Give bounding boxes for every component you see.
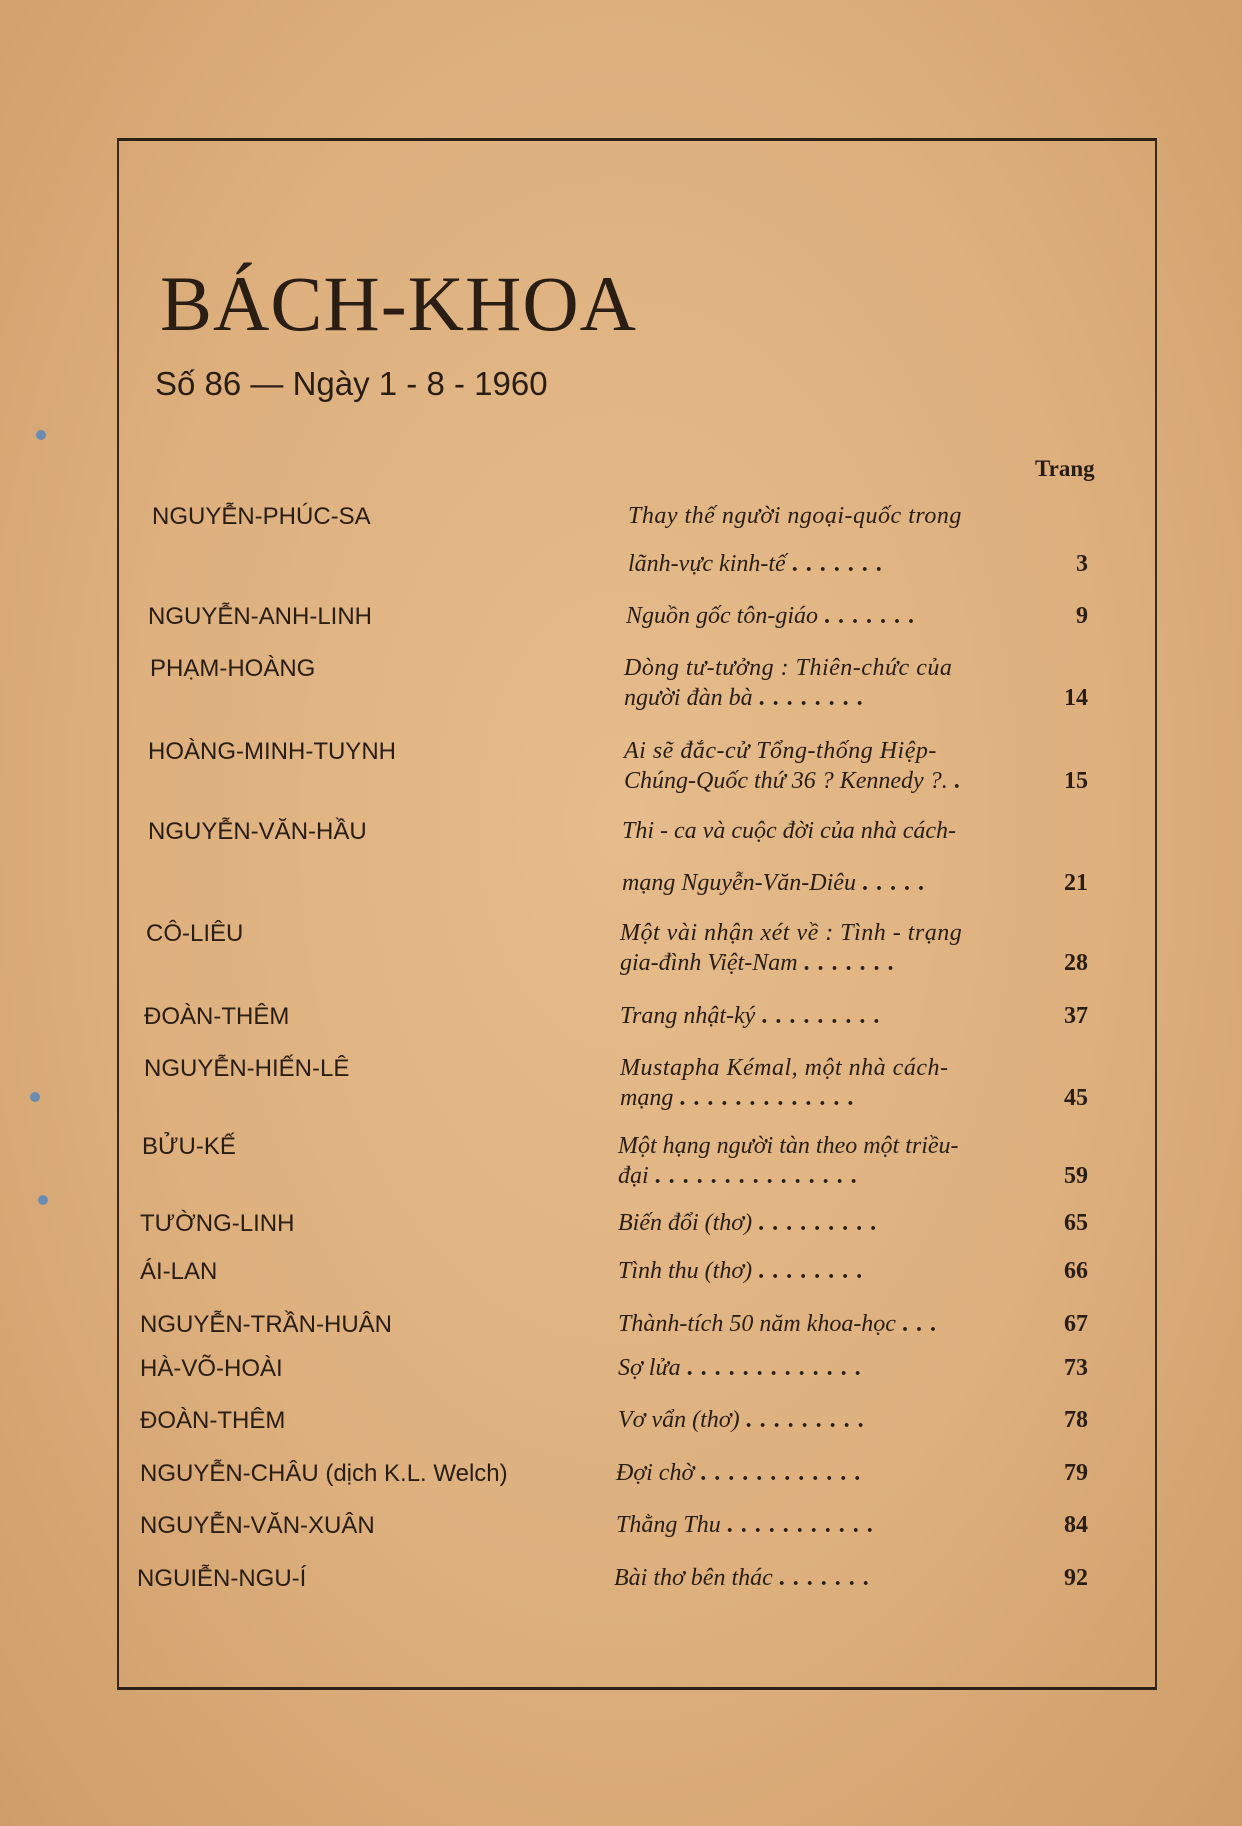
toc-article-title: lãnh-vực kinh-tế xyxy=(628,551,786,577)
toc-leader-dots: ..... xyxy=(861,870,932,896)
toc-page-number: 15 xyxy=(1064,768,1088,794)
toc-article[interactable] xyxy=(624,655,1088,719)
page-column-header: Trang xyxy=(1035,456,1095,481)
toc-leader-dots: ........... xyxy=(726,1512,881,1538)
toc-article-title: Đợi chờ xyxy=(616,1460,695,1486)
toc-article-title: Chúng-Quốc thứ 36 ? Kennedy ?. xyxy=(624,768,948,794)
toc-page-number: 67 xyxy=(1064,1311,1088,1337)
toc-page-number: 79 xyxy=(1064,1460,1088,1486)
issue-line: Số 86 — Ngày 1 - 8 - 1960 xyxy=(155,365,548,402)
toc-article-title: Thay thế người ngoại-quốc trong xyxy=(628,503,962,529)
toc-leader-dots: ....... xyxy=(824,603,922,629)
toc-article[interactable] xyxy=(616,1512,1088,1546)
toc-page-number: 3 xyxy=(1076,551,1088,577)
toc-article[interactable] xyxy=(618,1133,1088,1197)
toc-leader-dots: ......... xyxy=(761,1003,888,1029)
toc-article[interactable] xyxy=(620,920,1088,984)
toc-article-title: Dòng tư-tưởng : Thiên-chức của xyxy=(624,655,953,681)
toc-page-number: 21 xyxy=(1064,870,1088,896)
toc-author: HOÀNG-MINH-TUYNH xyxy=(148,738,396,765)
toc-article-title: Trang nhật-ký xyxy=(620,1003,756,1029)
toc-article[interactable] xyxy=(618,1210,1088,1244)
toc-article-title: gia-đình Việt-Nam xyxy=(620,950,798,976)
toc-article-title: Ai sẽ đắc-cử Tổng-thống Hiệp- xyxy=(624,738,937,764)
toc-leader-dots: ............. xyxy=(686,1355,869,1381)
toc-author: TƯỜNG-LINH xyxy=(140,1210,295,1237)
toc-author: BỬU-KẾ xyxy=(142,1133,236,1160)
toc-article-title: mạng xyxy=(620,1085,674,1111)
toc-author: NGUIỄN-NGU-Í xyxy=(137,1565,307,1592)
toc-page-number: 28 xyxy=(1064,950,1088,976)
toc-leader-dots: ......... xyxy=(745,1407,872,1433)
toc-author: ĐOÀN-THÊM xyxy=(144,1003,290,1030)
toc-author: NGUYỄN-TRẦN-HUÂN xyxy=(140,1311,392,1338)
toc-article-title: Một hạng người tàn theo một triều- xyxy=(618,1133,959,1159)
toc-author: NGUYỄN-ANH-LINH xyxy=(148,603,373,630)
toc-article-title: Bài thơ bên thác xyxy=(614,1565,773,1591)
toc-article[interactable] xyxy=(616,1460,1088,1494)
toc-article-title: người đàn bà xyxy=(624,685,753,711)
toc-page-number: 78 xyxy=(1064,1407,1088,1433)
toc-leader-dots: ........ xyxy=(758,685,871,711)
toc-article[interactable] xyxy=(626,603,1088,637)
toc-author: PHẠM-HOÀNG xyxy=(150,655,316,682)
toc-article-title: Thành-tích 50 năm khoa-học xyxy=(618,1311,896,1337)
toc-article[interactable] xyxy=(620,1003,1088,1037)
toc-article-title: Nguồn gốc tôn-giáo xyxy=(626,603,818,629)
toc-page-number: 92 xyxy=(1064,1565,1088,1591)
toc-article[interactable] xyxy=(622,818,1088,904)
toc-article[interactable] xyxy=(628,503,1088,585)
toc-author: NGUYỄN-HIẾN-LÊ xyxy=(144,1055,350,1082)
toc-article-title: Thi - ca và cuộc đời của nhà cách- xyxy=(622,818,957,844)
toc-leader-dots: ......... xyxy=(758,1210,885,1236)
toc-page-number: 14 xyxy=(1064,685,1088,711)
toc-author: ĐOÀN-THÊM xyxy=(140,1407,286,1434)
toc-leader-dots: ....... xyxy=(791,551,890,577)
toc-author: ÁI-LAN xyxy=(140,1258,218,1285)
toc-article-title: Thằng Thu xyxy=(616,1512,721,1538)
toc-author: HÀ-VÕ-HOÀI xyxy=(140,1355,283,1382)
toc-page-number: 73 xyxy=(1064,1355,1088,1381)
toc-author: NGUYỄN-VĂN-XUÂN xyxy=(140,1512,375,1539)
toc-article-title: Mustapha Kémal, một nhà cách- xyxy=(620,1055,949,1081)
toc-article[interactable] xyxy=(618,1311,1088,1345)
toc-article-title: Tình thu (thơ) xyxy=(618,1258,753,1284)
toc-page-number: 59 xyxy=(1064,1163,1088,1189)
toc-author: NGUYỄN-PHÚC-SA xyxy=(152,503,371,530)
toc-author: NGUYỄN-VĂN-HẦU xyxy=(148,818,367,845)
toc-article-title: Sợ lửa xyxy=(618,1355,681,1381)
toc-article-title: Vơ vẩn (thơ) xyxy=(618,1407,740,1433)
toc-article[interactable] xyxy=(618,1258,1088,1292)
toc-author: NGUYỄN-CHÂU (dịch K.L. Welch) xyxy=(140,1460,508,1487)
toc-page-number: 37 xyxy=(1064,1003,1088,1029)
magazine-title: BÁCH-KHOA xyxy=(160,260,637,347)
toc-page-number: 84 xyxy=(1064,1512,1088,1538)
toc-leader-dots: ....... xyxy=(778,1565,877,1591)
toc-page-number: 45 xyxy=(1064,1085,1088,1111)
toc-article-title: mạng Nguyễn-Văn-Diêu xyxy=(622,870,856,896)
toc-leader-dots: ....... xyxy=(803,950,902,976)
toc-article[interactable] xyxy=(624,738,1088,802)
toc-leader-dots: . xyxy=(953,768,968,794)
toc-article[interactable] xyxy=(620,1055,1088,1119)
toc-article[interactable] xyxy=(618,1407,1088,1441)
toc-page-number: 9 xyxy=(1076,603,1088,629)
toc-leader-dots: ........ xyxy=(758,1258,871,1284)
toc-article-title: Biến đổi (thơ) xyxy=(618,1210,753,1236)
toc-article[interactable] xyxy=(614,1565,1088,1599)
toc-page-number: 66 xyxy=(1064,1258,1088,1284)
toc-article-title: Một vài nhận xét về : Tình - trạng xyxy=(620,920,963,946)
toc-leader-dots: ............. xyxy=(679,1085,862,1111)
toc-leader-dots: ... xyxy=(901,1311,944,1337)
toc-leader-dots: ............... xyxy=(654,1163,865,1189)
toc-article[interactable] xyxy=(618,1355,1088,1389)
toc-article-title: đại xyxy=(618,1163,649,1189)
toc-page-number: 65 xyxy=(1064,1210,1088,1236)
toc-author: CÔ-LIÊU xyxy=(146,920,244,947)
toc-leader-dots: ............ xyxy=(700,1460,869,1486)
